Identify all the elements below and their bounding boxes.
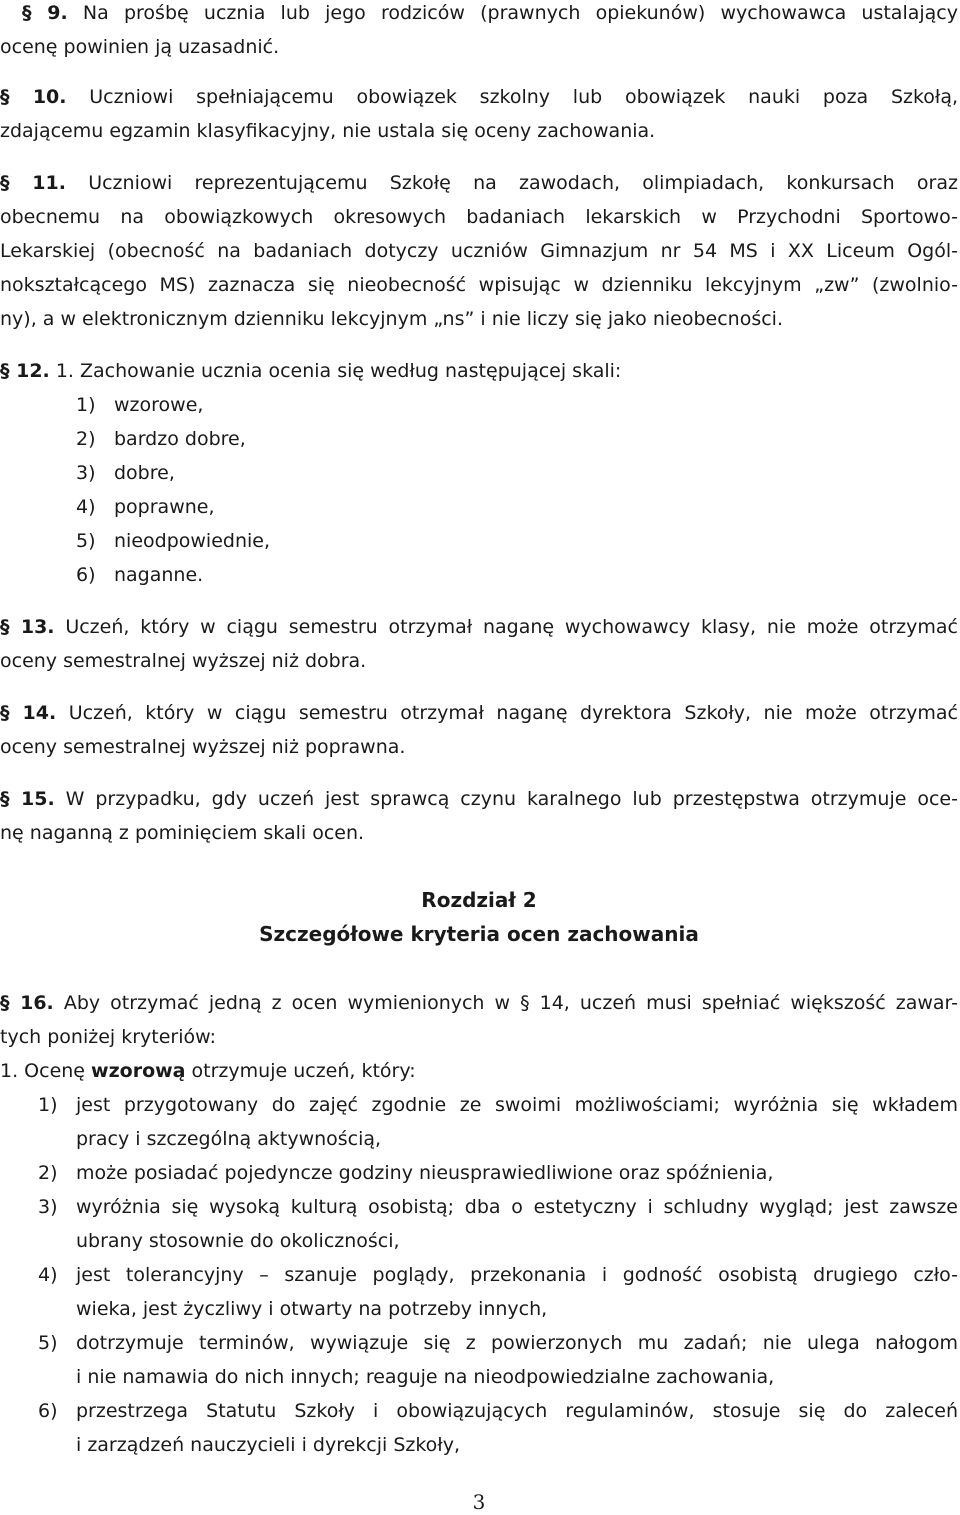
criteria-item: 5) dotrzymuje terminów, wywiązuje się z powierzonych mu zadań; nie ulega nałogom bbox=[38, 1332, 958, 1354]
section-11-line-5: ny), a w elektronicznym dzienniku lekcyjnym „ns” i nie liczy się jako nieobecności. bbox=[0, 308, 783, 330]
criteria-item-cont: pracy i szczególną aktywnością, bbox=[76, 1128, 382, 1150]
section-13-line-1: § 13. Uczeń, który w ciągu semestru otrzymał naganę wychowawcy klasy, nie może otrzymać bbox=[0, 616, 958, 638]
section-16-point-1: 1. Ocenę wzorową otrzymuje uczeń, który: bbox=[0, 1060, 416, 1082]
chapter-title: Rozdział 2 bbox=[421, 888, 537, 912]
section-16-line-2: tych poniżej kryteriów: bbox=[0, 1026, 217, 1048]
section-11-line-2: obecnemu na obowiązkowych okresowych badaniach lekarskich w Przychodni Sportowo- bbox=[0, 206, 958, 228]
section-14-marker: § 14. bbox=[0, 702, 57, 724]
section-16-marker: § 16. bbox=[0, 992, 54, 1014]
criteria-item-cont: i nie namawia do nich innych; reaguje na nieodpowiedzialne zachowania, bbox=[76, 1366, 775, 1388]
scale-item: 3) dobre, bbox=[76, 462, 175, 484]
section-13-marker: § 13. bbox=[0, 616, 55, 638]
criteria-item-cont: ubrany stosownie do okoliczności, bbox=[76, 1230, 400, 1252]
section-15-line-1: § 15. W przypadku, gdy uczeń jest sprawcą czynu karalnego lub przestępstwa otrzymuje oce- bbox=[0, 788, 958, 810]
scale-item: 5) nieodpowiednie, bbox=[76, 530, 270, 552]
chapter-subtitle: Szczegółowe kryteria ocen zachowania bbox=[259, 922, 699, 946]
scale-item: 1) wzorowe, bbox=[76, 394, 204, 416]
section-15-line-2: nę naganną z pominięciem skali ocen. bbox=[0, 822, 365, 844]
section-12-marker: § 12. bbox=[0, 360, 50, 382]
section-16-line-1: § 16. Aby otrzymać jedną z ocen wymienionych w § 14, uczeń musi spełniać większość zawar- bbox=[0, 992, 958, 1014]
scale-item: 6) naganne. bbox=[76, 564, 204, 586]
criteria-item-cont: i zarządzeń nauczycieli i dyrekcji Szkoły, bbox=[76, 1434, 460, 1456]
section-14-line-1: § 14. Uczeń, który w ciągu semestru otrzymał naganę dyrektora Szkoły, nie może otrzymać bbox=[0, 702, 959, 724]
criteria-item-cont: wieka, jest życzliwy i otwarty na potrzeby innych, bbox=[76, 1298, 548, 1320]
section-10-line-1: § 10. Uczniowi spełniającemu obowiązek szkolny lub obowiązek nauki poza Szkołą, bbox=[0, 86, 959, 108]
page-number: 3 bbox=[472, 1490, 486, 1514]
criteria-item: 4) jest tolerancyjny – szanuje poglądy, przekonania i godność osobistą drugiego czło- bbox=[38, 1264, 958, 1286]
section-11-marker: § 11. bbox=[0, 172, 66, 194]
section-15-marker: § 15. bbox=[0, 788, 55, 810]
scale-item: 4) poprawne, bbox=[76, 496, 215, 518]
section-9-line-2: ocenę powinien ją uzasadnić. bbox=[0, 36, 280, 58]
section-9-marker: § 9. bbox=[22, 2, 68, 24]
section-11-line-4: nokształcącego MS) zaznacza się nieobecność wpisując w dzienniku lekcyjnym „zw” (zwolnio- bbox=[0, 274, 958, 296]
section-11-line-1: § 11. Uczniowi reprezentującemu Szkołę na zawodach, olimpiadach, konkursach oraz bbox=[0, 172, 958, 194]
grade-name: wzorową bbox=[91, 1060, 186, 1082]
section-9-line-1: § 9. Na prośbę ucznia lub jego rodziców (prawnych opiekunów) wychowawca ustalający bbox=[22, 2, 958, 24]
section-14-line-2: oceny semestralnej wyższej niż poprawna. bbox=[0, 736, 406, 758]
section-12-lead: § 12. 1. Zachowanie ucznia ocenia się według następującej skali: bbox=[0, 360, 622, 382]
section-11-line-3: Lekarskiej (obecność na badaniach dotyczy uczniów Gimnazjum nr 54 MS i XX Liceum Ogól- bbox=[0, 240, 958, 262]
section-13-line-2: oceny semestralnej wyższej niż dobra. bbox=[0, 650, 367, 672]
scale-item: 2) bardzo dobre, bbox=[76, 428, 246, 450]
section-10-line-2: zdającemu egzamin klasyfikacyjny, nie ustala się oceny zachowania. bbox=[0, 120, 656, 142]
section-10-marker: § 10. bbox=[0, 86, 67, 108]
criteria-item: 2) może posiadać pojedyncze godziny nieusprawiedliwione oraz spóźnienia, bbox=[38, 1162, 774, 1184]
criteria-item: 3) wyróżnia się wysoką kulturą osobistą; dba o estetyczny i schludny wygląd; jest zawsze bbox=[38, 1196, 958, 1218]
criteria-item: 6) przestrzega Statutu Szkoły i obowiązujących regulaminów, stosuje się do zaleceń bbox=[38, 1400, 958, 1422]
criteria-item: 1) jest przygotowany do zajęć zgodnie ze swoimi możliwościami; wyróżnia się wkładem bbox=[38, 1094, 958, 1116]
